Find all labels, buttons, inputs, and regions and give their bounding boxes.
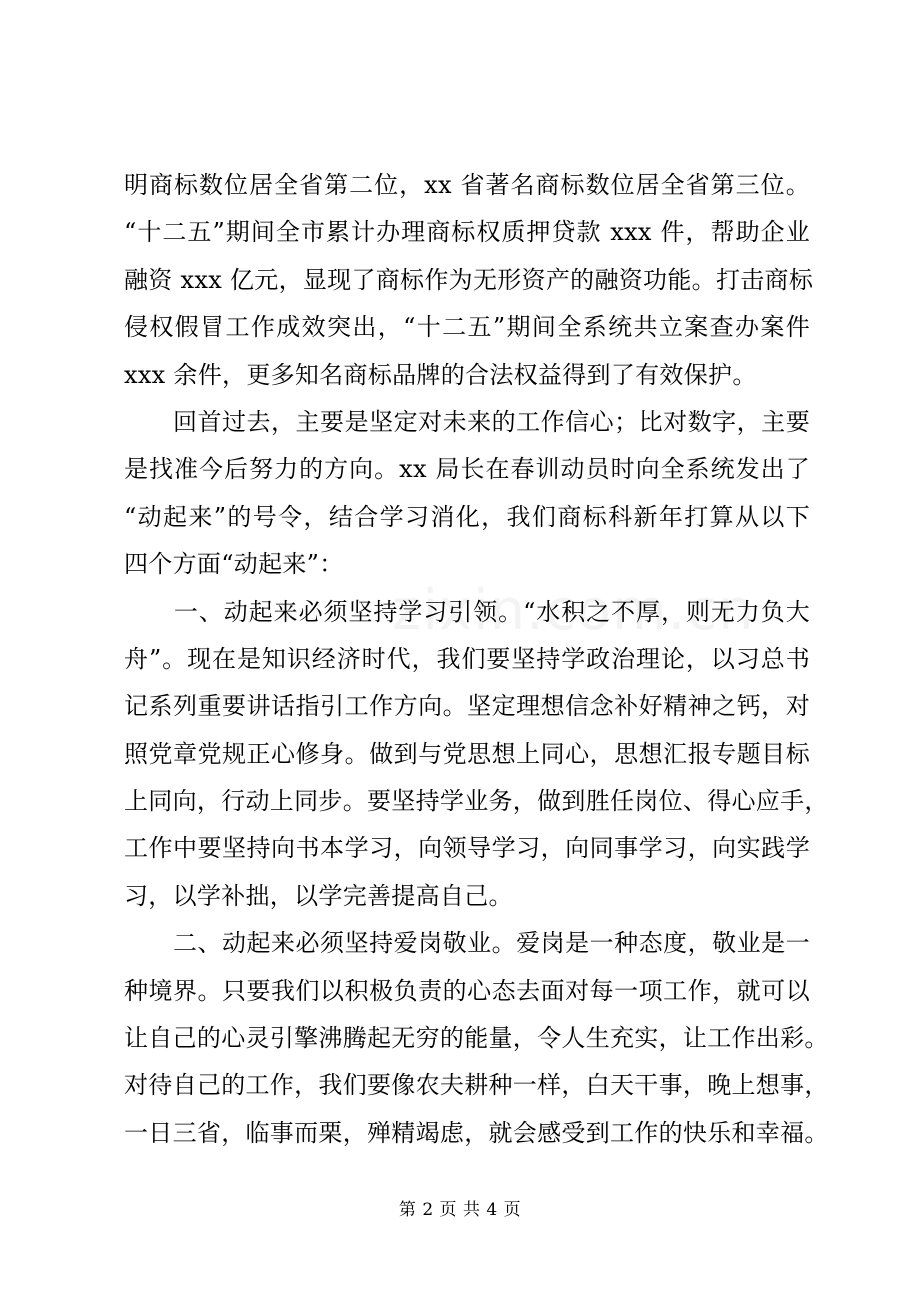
document-body: [124, 162, 829, 1157]
text-line: 二、动起来必须坚持爱岗敬业。爱岗是一种态度，敬业是一: [124, 929, 810, 958]
text-line: 回首过去，主要是坚定对未来的工作信心；比对数字，主要: [124, 407, 810, 436]
text-line: “十二五”期间全市累计办理商标权质押贷款 xxx 件，帮助企业: [124, 218, 810, 247]
text-line: 种境界。只要我们以积极负责的心态去面对每一项工作，就可以: [124, 976, 810, 1005]
text-line: 融资 xxx 亿元，显现了商标作为无形资产的融资功能。打击商标: [124, 265, 814, 294]
text-line: 工作中要坚持向书本学习，向领导学习，向同事学习，向实践学: [124, 834, 810, 863]
text-line: xxx 余件，更多知名商标品牌的合法权益得到了有效保护。: [124, 360, 757, 389]
text-line: 习，以学补拙，以学完善提高自己。: [124, 881, 513, 910]
text-line: 让自己的心灵引擎沸腾起无穷的能量，令人生充实，让工作出彩。: [124, 1024, 829, 1053]
text-line: 四个方面“动起来”：: [124, 550, 344, 579]
text-line: 是找准今后努力的方向。xx 局长在春训动员时向全系统发出了: [124, 455, 810, 484]
text-line: “动起来”的号令，结合学习消化，我们商标科新年打算从以下: [124, 502, 810, 531]
text-line: 舟”。现在是知识经济时代，我们要坚持学政治理论，以习总书: [124, 644, 810, 673]
text-line: 记系列重要讲话指引工作方向。坚定理想信念补好精神之钙，对: [124, 692, 810, 721]
text-line: 对待自己的工作，我们要像农夫耕种一样，白天干事，晚上想事，: [124, 1071, 829, 1100]
text-line: 上同向，行动上同步。要坚持学业务，做到胜任岗位、得心应手，: [124, 787, 829, 816]
page-number-footer: 第 2 页 共 4 页: [398, 1200, 522, 1220]
text-line: 一日三省，临事而栗，殚精竭虑，就会感受到工作的快乐和幸福。: [124, 1118, 829, 1147]
text-line: 一、动起来必须坚持学习引领。“水积之不厚，则无力负大: [124, 597, 810, 626]
text-line: 明商标数位居全省第二位，xx 省著名商标数位居全省第三位。: [124, 171, 810, 199]
text-line: 侵权假冒工作成效突出，“十二五”期间全系统共立案查办案件: [124, 313, 810, 342]
text-line: 照党章党规正心修身。做到与党思想上同心，思想汇报专题目标: [124, 739, 810, 768]
